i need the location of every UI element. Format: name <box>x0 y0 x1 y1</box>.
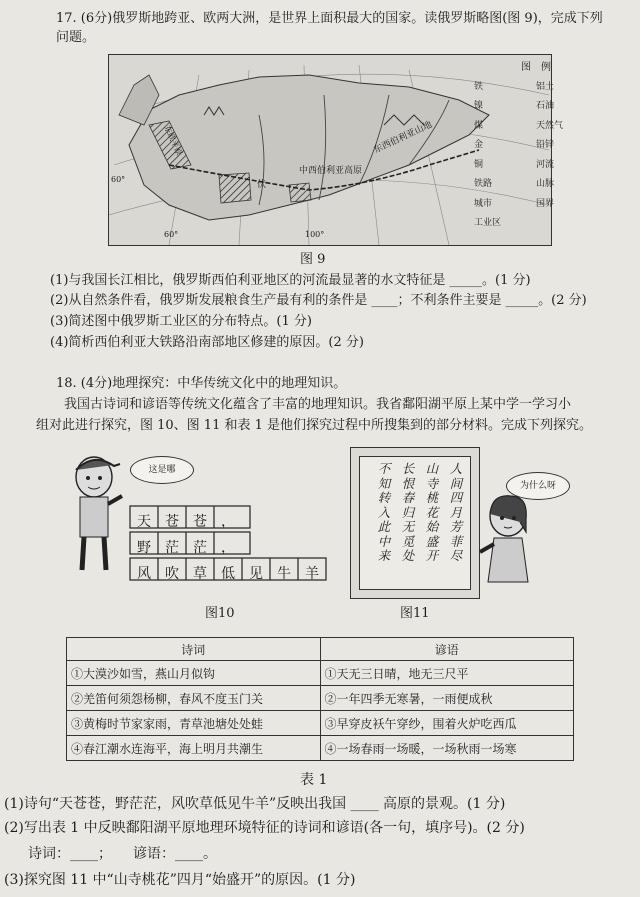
fig11-poem-column: 不知转入此中来 <box>377 461 391 563</box>
fig10-char: 草 <box>193 566 207 582</box>
q18-item-2: (2)写出表 1 中反映鄱阳湖平原地理环境特征的诗词和谚语(各一句，填序号)。(2 分) <box>4 820 525 836</box>
legend-city: 城市 <box>474 198 493 209</box>
fig10-char: ， <box>221 540 235 556</box>
table-1 <box>66 637 574 761</box>
table-row <box>67 736 574 761</box>
table-row <box>67 661 574 686</box>
legend-railway: 铁路 <box>474 179 493 189</box>
legend-mountain: 山脉 <box>536 179 555 189</box>
q17-item-1: (1)与我国长江相比，俄罗斯西伯利亚地区的河流最显著的水文特征是 _____。(1 分) <box>50 273 531 288</box>
legend-iron: 铁 <box>474 81 484 92</box>
q17-intro-line1: 17. (6分)俄罗斯地跨亚、欧两大洲，是世界上面积最大的国家。读俄罗斯略图(图 9)，完成下列 <box>56 11 603 26</box>
q17-item-3: (3)简述图中俄罗斯工业区的分布特点。(1 分) <box>50 314 312 329</box>
legend-gas: 天然气 <box>536 120 564 131</box>
legend-industrial-zone: 工业区 <box>474 218 502 228</box>
table-cell: ③黄梅时节家家雨，青草池塘处处蛙 <box>67 711 321 736</box>
legend-border: 国界 <box>536 198 555 209</box>
fig10-word-grid <box>128 502 328 584</box>
fig11-poem-column: 长恨春归无觅处 <box>401 461 415 563</box>
map-label-central-siberian-plateau: 中西伯利亚高原 <box>299 166 363 176</box>
legend-title: 图 例 <box>521 62 551 73</box>
fig10-char: 苍 <box>193 514 207 530</box>
fig10-char: 天 <box>137 514 151 530</box>
legend-oil: 石油 <box>536 101 555 111</box>
fig10-caption: 图10 <box>205 606 235 621</box>
table-cell: ①大漠沙如雪，燕山月似钩 <box>67 661 321 686</box>
girl-figure-icon <box>478 492 548 592</box>
table-row <box>67 686 574 711</box>
fig10-char: 野 <box>137 540 151 556</box>
q18-item-1: (1)诗句“天苍苍，野茫茫，风吹草低见牛羊”反映出我国 ____ 高原的景观。(1 分) <box>4 796 506 812</box>
table-row <box>67 711 574 736</box>
fig11-scroll-frame <box>350 447 480 599</box>
q18-para-line2: 组对此进行探究，图 10、图 11 和表 1 是他们探究过程中所搜集到的部分材料。完成下列探究。 <box>36 418 593 433</box>
fig11-poem-column: 山寺桃花始盛开 <box>425 461 439 563</box>
legend-lead-zinc: 铅锌 <box>536 140 555 150</box>
legend-coal: 煤 <box>474 120 484 131</box>
map-label-lon100: 100° <box>305 230 325 239</box>
table-cell: ②一年四季无寒暑，一雨便成秋 <box>320 686 574 711</box>
fig11-speech-bubble: 为什么呀 <box>506 472 570 500</box>
fig10-char: 茫 <box>193 540 207 556</box>
legend-gold: 金 <box>474 140 484 150</box>
fig10-char: 苍 <box>165 514 179 530</box>
table-header-poem: 诗词 <box>67 638 321 661</box>
fig10-char: 牛 <box>277 566 291 582</box>
fig11-cartoon-girl <box>478 492 548 592</box>
table-cell: ④春江潮水连海平，海上明月共潮生 <box>67 736 321 761</box>
map-label-east-siberian-mountains: 东西伯利亚山地 <box>372 120 434 156</box>
fig10-char: 低 <box>221 566 235 582</box>
fig10-char: 羊 <box>305 566 319 582</box>
legend-bauxite: 铝土 <box>536 81 555 92</box>
table-header-row <box>67 638 574 661</box>
table-cell: ③早穿皮袄午穿纱，围着火炉吃西瓜 <box>320 711 574 736</box>
fig10-speech-bubble: 这是哪 <box>130 456 194 484</box>
fig10-cartoon-boy <box>64 452 124 582</box>
fig11-poem-column: 人间四月芳菲尽 <box>449 461 463 563</box>
fig11-caption: 图11 <box>400 606 430 621</box>
q17-intro-line2: 问题。 <box>56 30 96 45</box>
q18-item-3: (3)探究图 11 中“山寺桃花”四月“始盛开”的原因。(1 分) <box>4 872 356 888</box>
map-label-volga: 伏 <box>257 180 267 190</box>
q17-item-2: (2)从自然条件看，俄罗斯发展粮食生产最有利的条件是 ____；不利条件主要是 _____。(2 分) <box>50 293 587 308</box>
q18-intro: 18. (4分)地理探究：中华传统文化中的地理知识。 <box>56 376 347 391</box>
fig10-char: 吹 <box>165 566 179 582</box>
fig10-char: ， <box>221 514 235 530</box>
q18-para-line1: 我国古诗词和谚语等传统文化蕴含了丰富的地理知识。我省鄱阳湖平原上某中学一学习小 <box>64 397 572 412</box>
map-label-east-european-plain: 东欧平原 <box>162 124 184 157</box>
legend-nickel: 镍 <box>474 101 484 111</box>
map-legend <box>474 58 598 234</box>
boy-figure-icon <box>64 452 124 582</box>
table-cell: ②羌笛何须怨杨柳，春风不度玉门关 <box>67 686 321 711</box>
q18-item-2-answer-line: 诗词：____； 谚语：____。 <box>28 846 217 862</box>
legend-copper: 铜 <box>474 159 484 170</box>
map-label-lon60: 60° <box>164 230 179 239</box>
fig10-char: 见 <box>249 566 263 582</box>
table-cell: ①天无三日晴，地无三尺平 <box>320 661 574 686</box>
fig10-char: 风 <box>137 566 151 582</box>
table1-caption: 表 1 <box>300 772 328 788</box>
fig10-char: 茫 <box>165 540 179 556</box>
q17-item-4: (4)简析西伯利亚大铁路沿南部地区修建的原因。(2 分) <box>50 335 364 350</box>
table-header-proverb: 谚语 <box>320 638 574 661</box>
fig9-caption: 图 9 <box>300 252 326 267</box>
table-cell: ④一场春雨一场暖，一场秋雨一场寒 <box>320 736 574 761</box>
map-label-lat60: 60° <box>111 175 126 184</box>
legend-river: 河流 <box>536 159 555 170</box>
